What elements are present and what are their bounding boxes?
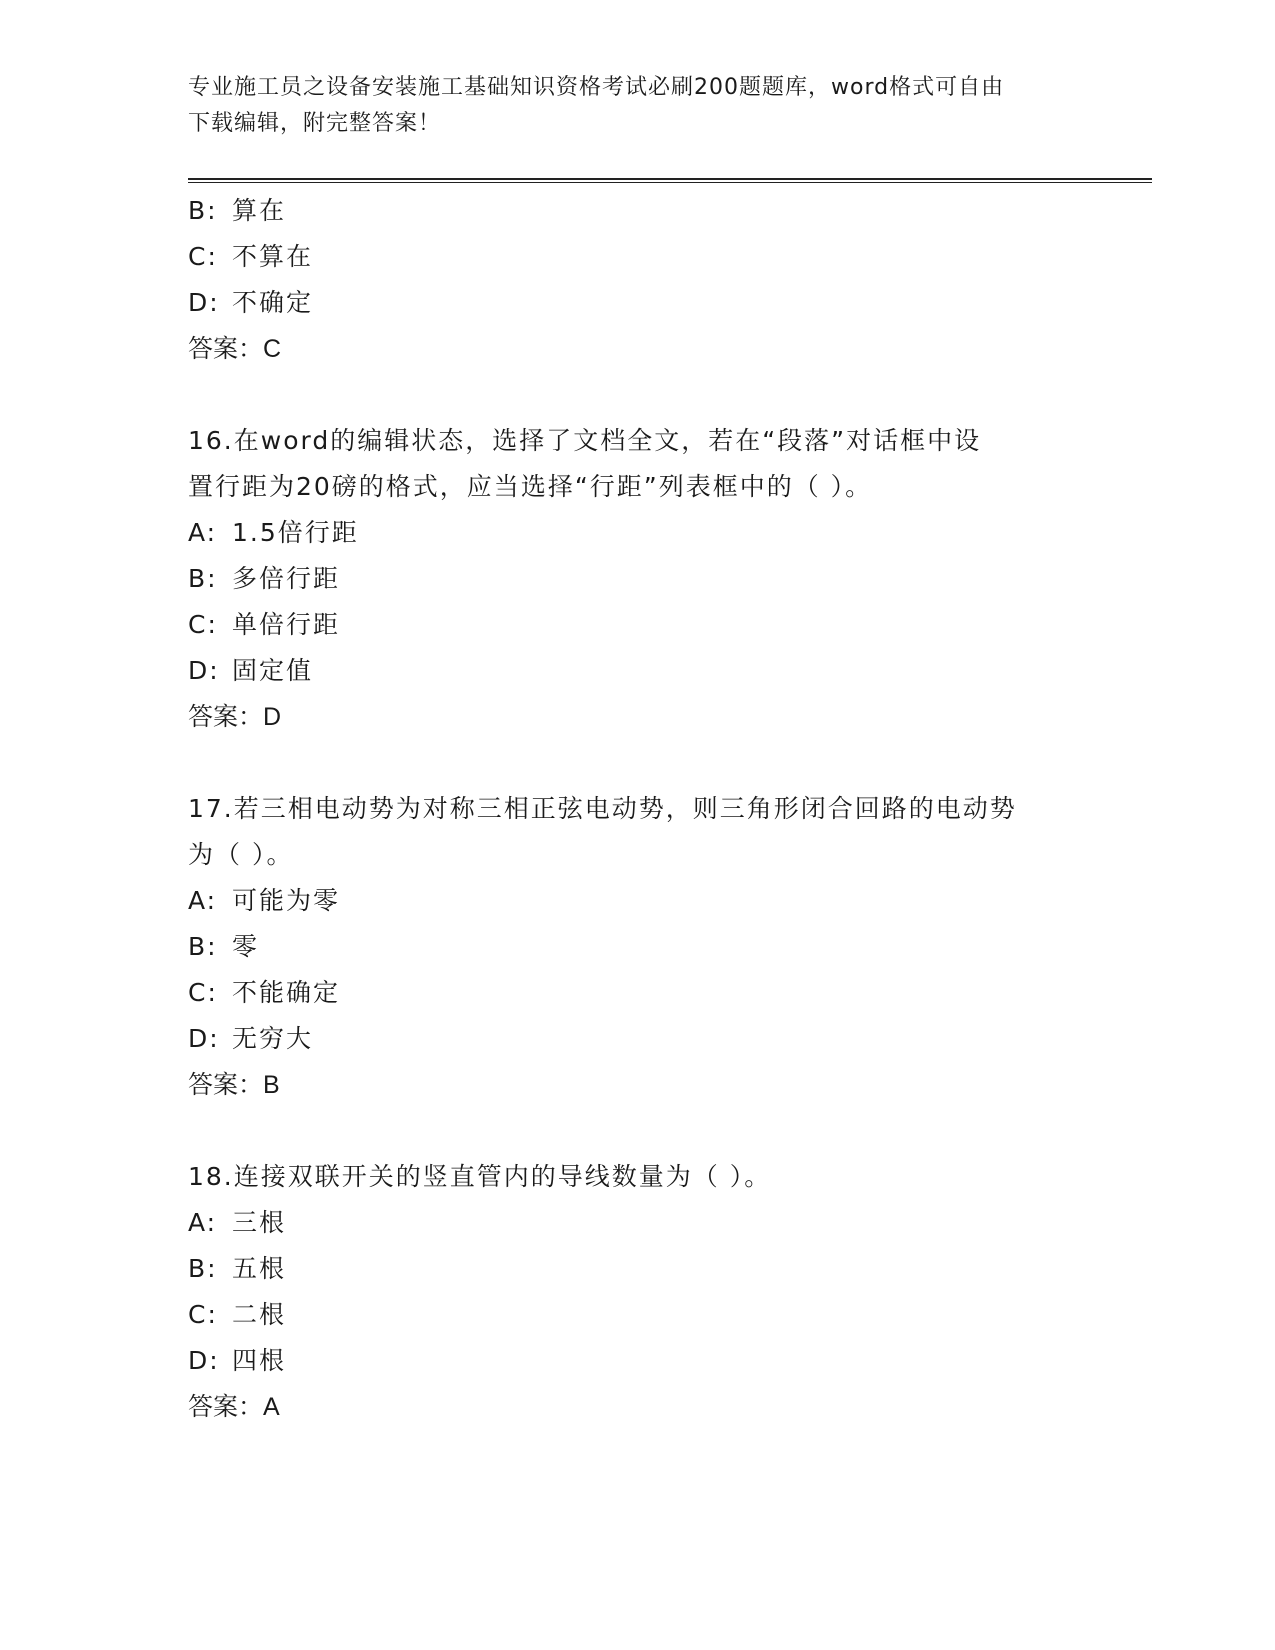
option-text: 不确定 bbox=[232, 288, 314, 317]
option-d bbox=[188, 648, 1088, 694]
option-label: A: bbox=[188, 518, 218, 547]
spacer bbox=[188, 372, 1088, 418]
option-text: 三根 bbox=[232, 1208, 287, 1237]
answer-line: 答案：B bbox=[188, 1071, 280, 1099]
option-a bbox=[188, 878, 1088, 924]
question-stem-cont: 为（ ）。 bbox=[188, 840, 294, 869]
question-carryover bbox=[188, 188, 1088, 372]
option-label: D: bbox=[188, 1346, 220, 1375]
question-stem: 17.若三相电动势为对称三相正弦电动势，则三角形闭合回路的电动势 bbox=[188, 794, 1017, 823]
option-label: C: bbox=[188, 610, 218, 639]
option-label: D: bbox=[188, 1024, 220, 1053]
option-text: 单倍行距 bbox=[232, 610, 341, 639]
header-line-1: 专业施工员之设备安装施工基础知识资格考试必刷200题题库，word格式可自由 bbox=[188, 75, 1005, 100]
option-label: C: bbox=[188, 1300, 218, 1329]
option-text: 五根 bbox=[232, 1254, 287, 1283]
option-text: 无穷大 bbox=[232, 1024, 314, 1053]
option-d bbox=[188, 280, 1088, 326]
document-body bbox=[188, 188, 1088, 1430]
question-stem-cont: 置行距为20磅的格式，应当选择“行距”列表框中的（ ）。 bbox=[188, 472, 873, 501]
document-header bbox=[188, 70, 1088, 142]
option-label: D: bbox=[188, 288, 220, 317]
question-17 bbox=[188, 786, 1088, 1108]
option-c bbox=[188, 1292, 1088, 1338]
option-label: B: bbox=[188, 1254, 218, 1283]
option-text: 可能为零 bbox=[232, 886, 341, 915]
option-label: B: bbox=[188, 932, 218, 961]
spacer bbox=[188, 1108, 1088, 1154]
option-c bbox=[188, 970, 1088, 1016]
header-divider-thick bbox=[188, 178, 1152, 180]
option-text: 1.5倍行距 bbox=[232, 518, 359, 547]
option-text: 不能确定 bbox=[232, 978, 341, 1007]
option-c bbox=[188, 602, 1088, 648]
question-stem: 16.在word的编辑状态，选择了文档全文，若在“段落”对话框中设 bbox=[188, 426, 982, 455]
question-18 bbox=[188, 1154, 1088, 1430]
question-16 bbox=[188, 418, 1088, 740]
option-text: 算在 bbox=[232, 196, 287, 225]
answer-line: 答案：A bbox=[188, 1393, 280, 1421]
option-label: A: bbox=[188, 886, 218, 915]
option-text: 二根 bbox=[232, 1300, 287, 1329]
option-text: 固定值 bbox=[232, 656, 314, 685]
option-d bbox=[188, 1016, 1088, 1062]
option-text: 多倍行距 bbox=[232, 564, 341, 593]
option-label: C: bbox=[188, 242, 218, 271]
header-line-2: 下载编辑，附完整答案！ bbox=[188, 111, 442, 136]
option-label: D: bbox=[188, 656, 220, 685]
option-label: C: bbox=[188, 978, 218, 1007]
option-b bbox=[188, 1246, 1088, 1292]
option-text: 不算在 bbox=[232, 242, 314, 271]
option-a bbox=[188, 1200, 1088, 1246]
option-d bbox=[188, 1338, 1088, 1384]
option-label: B: bbox=[188, 564, 218, 593]
option-text: 零 bbox=[232, 932, 260, 961]
option-b bbox=[188, 924, 1088, 970]
answer-line: 答案：C bbox=[188, 335, 282, 363]
answer-line: 答案：D bbox=[188, 703, 282, 731]
option-c bbox=[188, 234, 1088, 280]
option-text: 四根 bbox=[232, 1346, 287, 1375]
option-label: A: bbox=[188, 1208, 218, 1237]
option-label: B: bbox=[188, 196, 218, 225]
option-a bbox=[188, 510, 1088, 556]
option-b bbox=[188, 556, 1088, 602]
option-b bbox=[188, 188, 1088, 234]
header-divider-thin bbox=[188, 182, 1152, 183]
spacer bbox=[188, 740, 1088, 786]
question-stem: 18.连接双联开关的竖直管内的导线数量为（ ）。 bbox=[188, 1162, 772, 1191]
